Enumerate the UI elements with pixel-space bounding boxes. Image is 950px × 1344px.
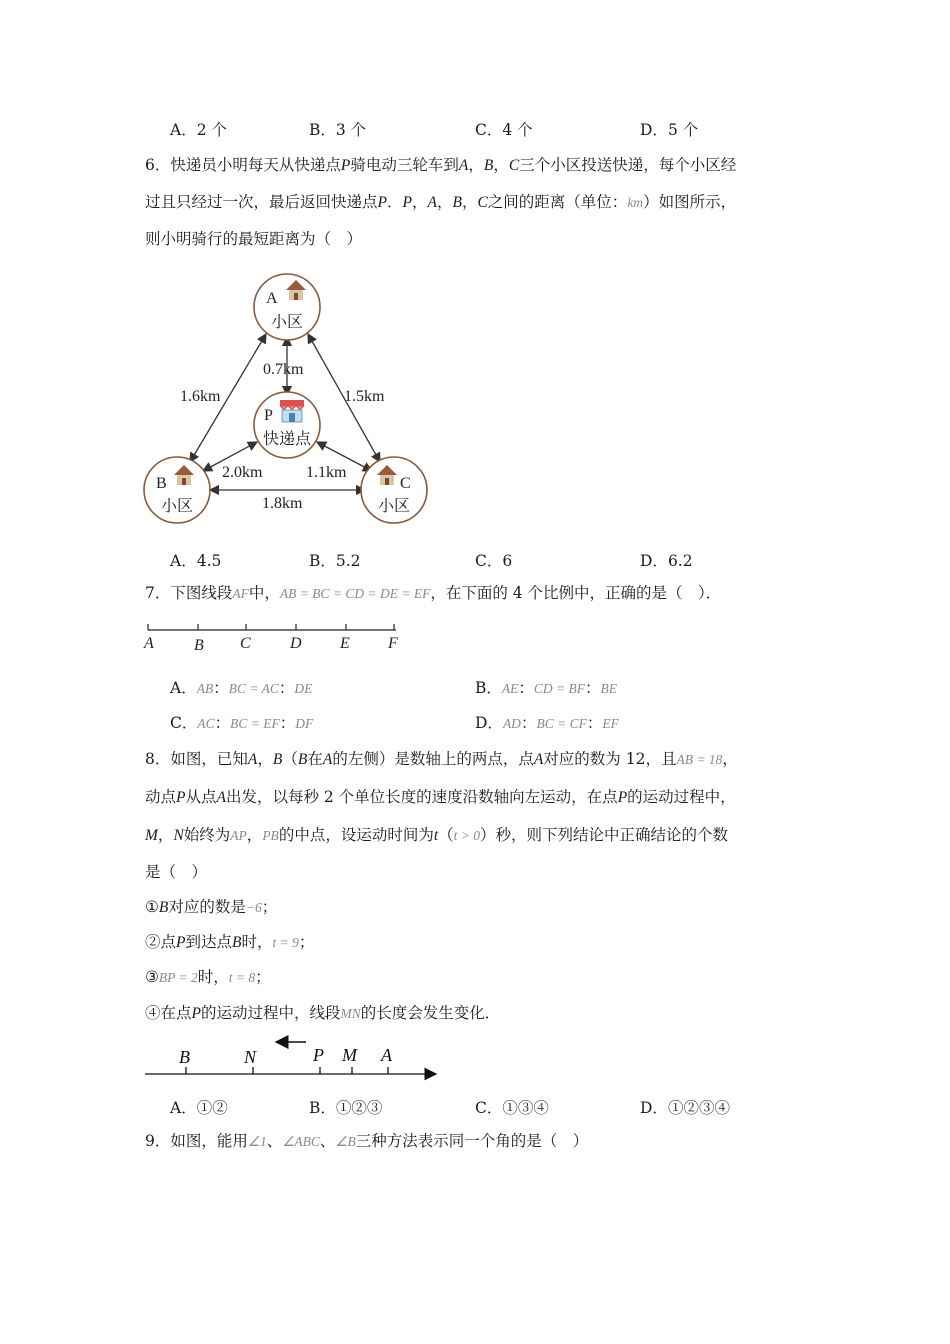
q7-stem: 7．下图线段AF中，AB = BC = CD = DE = EF，在下面的 4 个比例中，正确的是（ ）． <box>145 584 722 602</box>
q6-line-1: 6．快递员小明每天从快递点P骑电动三轮车到A，B，C三个小区投送快递，每个小区经 <box>145 156 737 174</box>
q8-option-b[interactable]: B．①②③ <box>309 1099 383 1117</box>
dist-bc: 1.8km <box>262 495 303 512</box>
q8-line-4: 是（ ） <box>145 863 208 881</box>
q7-option-b[interactable]: B．AE：CD = BF：BE <box>475 679 618 697</box>
node-p-station: 快递点 <box>262 431 312 448</box>
node-a-community: 小区 <box>270 314 304 331</box>
dist-ab: 1.6km <box>180 388 221 405</box>
q8-option-d[interactable]: D．①②③④ <box>640 1099 730 1117</box>
q7-option-a[interactable]: A．AB：BC = AC：DE <box>170 679 313 697</box>
q7-segment-figure <box>140 620 410 656</box>
q8-line-2: 动点P从点A出发，以每秒 2 个单位长度的速度沿数轴向左运动，在点P的运动过程中， <box>145 788 736 806</box>
node-b-label: B <box>156 475 167 492</box>
point-a: A <box>144 635 154 652</box>
q8-statement-4: ④在点P的运动过程中，线段MN的长度会发生变化． <box>145 1004 501 1022</box>
node-c-community: 小区 <box>377 498 411 515</box>
node-c-label: C <box>400 475 411 492</box>
q8-line-1: 8．如图，已知A，B（B在A的左侧）是数轴上的两点，点A对应的数为 12，且AB = 18， <box>145 750 738 768</box>
dist-pb: 2.0km <box>222 464 263 481</box>
q5-option-d[interactable]: D．5 个 <box>640 121 699 139</box>
q6-option-d[interactable]: D．6.2 <box>640 552 693 570</box>
q6-line-3: 则小明骑行的最短距离为（ ） <box>145 230 363 248</box>
q5-option-b[interactable]: B．3 个 <box>309 121 367 139</box>
point-d: D <box>290 635 302 652</box>
node-b-community: 小区 <box>160 498 194 515</box>
point-f: F <box>388 635 398 652</box>
q5-option-a[interactable]: A．2 个 <box>170 121 227 139</box>
shop-icon <box>280 400 304 422</box>
node-p-label: P <box>264 407 273 424</box>
q6-option-a[interactable]: A．4.5 <box>170 552 222 570</box>
q8-line-3: M，N始终为AP，PB的中点，设运动时间为t（t > 0）秒，则下列结论中正确结论的个数 <box>145 826 729 844</box>
nl-point-a: A <box>381 1045 392 1065</box>
q8-option-a[interactable]: A．①② <box>170 1099 228 1117</box>
q7-option-d[interactable]: D．AD：BC = CF：EF <box>475 714 619 732</box>
point-b: B <box>194 637 204 654</box>
q8-option-c[interactable]: C．①③④ <box>475 1099 549 1117</box>
q6-line-2: 过且只经过一次，最后返回快递点P．P，A，B，C之间的距离（单位：km）如图所示， <box>145 193 737 211</box>
q8-statement-2: ②点P到达点B时，t = 9； <box>145 933 315 951</box>
nl-point-p: P <box>313 1045 324 1065</box>
q6-diagram <box>140 270 440 530</box>
dist-ac: 1.5km <box>344 388 385 405</box>
q8-number-line <box>140 1030 450 1086</box>
point-e: E <box>340 635 350 652</box>
dist-pa: 0.7km <box>263 361 304 378</box>
nl-point-n: N <box>244 1047 257 1067</box>
q8-statement-3: ③BP = 2时，t = 8； <box>145 968 271 986</box>
q6-option-c[interactable]: C．6 <box>475 552 513 570</box>
q8-statement-1: ①B对应的数是−6； <box>145 898 278 916</box>
q7-option-c[interactable]: C．AC：BC = EF：DF <box>170 714 314 732</box>
nl-point-m: M <box>342 1045 357 1065</box>
dist-pc: 1.1km <box>306 464 347 481</box>
nl-point-b: B <box>179 1047 190 1067</box>
point-c: C <box>240 635 251 652</box>
q5-option-c[interactable]: C．4 个 <box>475 121 533 139</box>
q6-option-b[interactable]: B．5.2 <box>309 552 361 570</box>
node-a-label: A <box>266 290 278 307</box>
q9-stem: 9．如图，能用∠1、∠ABC、∠B三种方法表示同一个角的是（ ） <box>145 1132 589 1150</box>
